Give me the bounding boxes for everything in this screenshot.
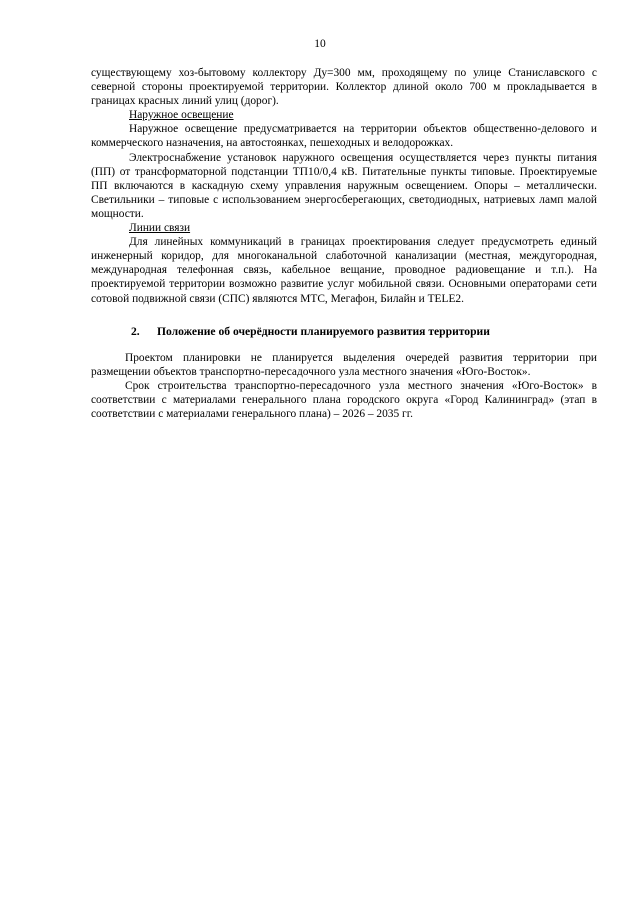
- sewer-paragraph: существующему хоз-бытовому коллектору Ду=300 мм, проходящему по улице Станиславского с северной стороны проектируемой территории. Коллектор длиной около 700 м прокладывается в границах красных линий улиц (дорог).: [91, 67, 597, 108]
- lighting-paragraph-1: Наружное освещение предусматривается на территории объектов общественно-делового и коммерческого назначения, на автостоянках, пешеходных и велодорожках.: [91, 123, 597, 150]
- section-2-paragraph-2: Срок строительства транспортно-пересадочного узла местного значения «Юго-Восток» в соответствии с материалами генерального плана городского округа «Город Калининград» (этап в соответствии с материалами генерального плана) – 2026 – 2035 гг.: [91, 379, 597, 421]
- page-content: [91, 66, 597, 421]
- section-2-body: [91, 351, 597, 421]
- communications-paragraph: Для линейных коммуникаций в границах проектирования следует предусмотреть единый инженерный коридор, для многоканальной слаботочной канализации (местная, междугородная, международная телефонная связь, кабельное вещание, проводное радиовещание и т.п.). На проектируемой территории возможно развитие услуг мобильной связи. Основными операторами сети сотовой подвижной связи (СПС) являются МТС, Мегафон, Билайн и TELE2.: [91, 236, 597, 305]
- section-2-heading: [91, 325, 597, 339]
- section-2-number: 2.: [131, 324, 140, 338]
- communications-heading: Линии связи: [129, 222, 191, 235]
- lighting-heading: Наружное освещение: [129, 109, 234, 122]
- section-2-title: Положение об очерёдности планируемого развития территории: [157, 324, 490, 338]
- page-number: 10: [314, 38, 326, 50]
- lighting-paragraph-2: Электроснабжение установок наружного освещения осуществляется через пункты питания (ПП) от трансформаторной подстанции ТП10/0,4 кВ. Питательные пункты типовые. Проектируемые ПП включаются в каскадную схему управления наружным освещением. Опоры – металлически. Светильники – типовые с использованием энергосберегающих, светодиодных, натриевых ламп малой мощности.: [91, 151, 597, 220]
- section-2-paragraph-1: Проектом планировки не планируется выделения очередей развития территории при размещении объектов транспортно-пересадочного узла местного значения «Юго-Восток».: [91, 351, 597, 378]
